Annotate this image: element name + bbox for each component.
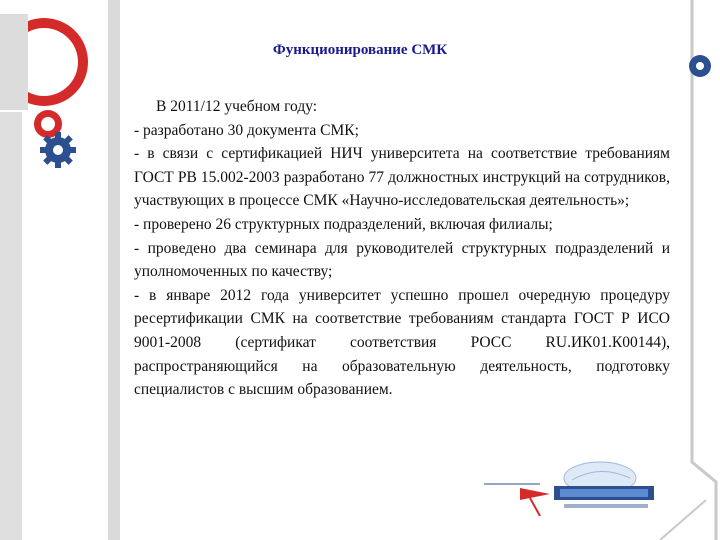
list-item: - в связи с сертификацией НИЧ университета на соответствие требованиям ГОСТ РВ 15.002-2003 разработано 77 должностных инструкций на сотрудников, участвующих в процессе СМК «Научно-исследовательская деятельность»; [134, 145, 670, 210]
list-item: - проверено 26 структурных подразделений, включая филиалы; [134, 215, 553, 233]
left-side-bar [0, 112, 22, 540]
red-ring-icon [0, 14, 88, 110]
right-frame-line [692, 0, 716, 540]
intro-line: В 2011/12 учебном году: [156, 98, 318, 115]
slide-title: Функционирование СМК [272, 42, 448, 58]
left-frame-bar [108, 0, 120, 540]
university-logo [480, 458, 680, 520]
list-item: - проведено два семинара для руководителей структурных подразделений и уполномоченных по качеству; [134, 239, 670, 281]
list-item: - разработано 30 документа СМК; [134, 121, 359, 139]
gear-icon [40, 132, 76, 168]
slide-content [134, 95, 670, 402]
list-item: - в январе 2012 года университет успешно прошел очередную процедуру ресертификации СМК на соответствие требованиям стандарта ГОСТ Р ИСО 9001-2008 (сертификат соответствия РОСС RU.ИК01.К00144), распространяющийся на образовательную деятельность, подготовку специалистов с высшим образованием. [134, 286, 670, 399]
